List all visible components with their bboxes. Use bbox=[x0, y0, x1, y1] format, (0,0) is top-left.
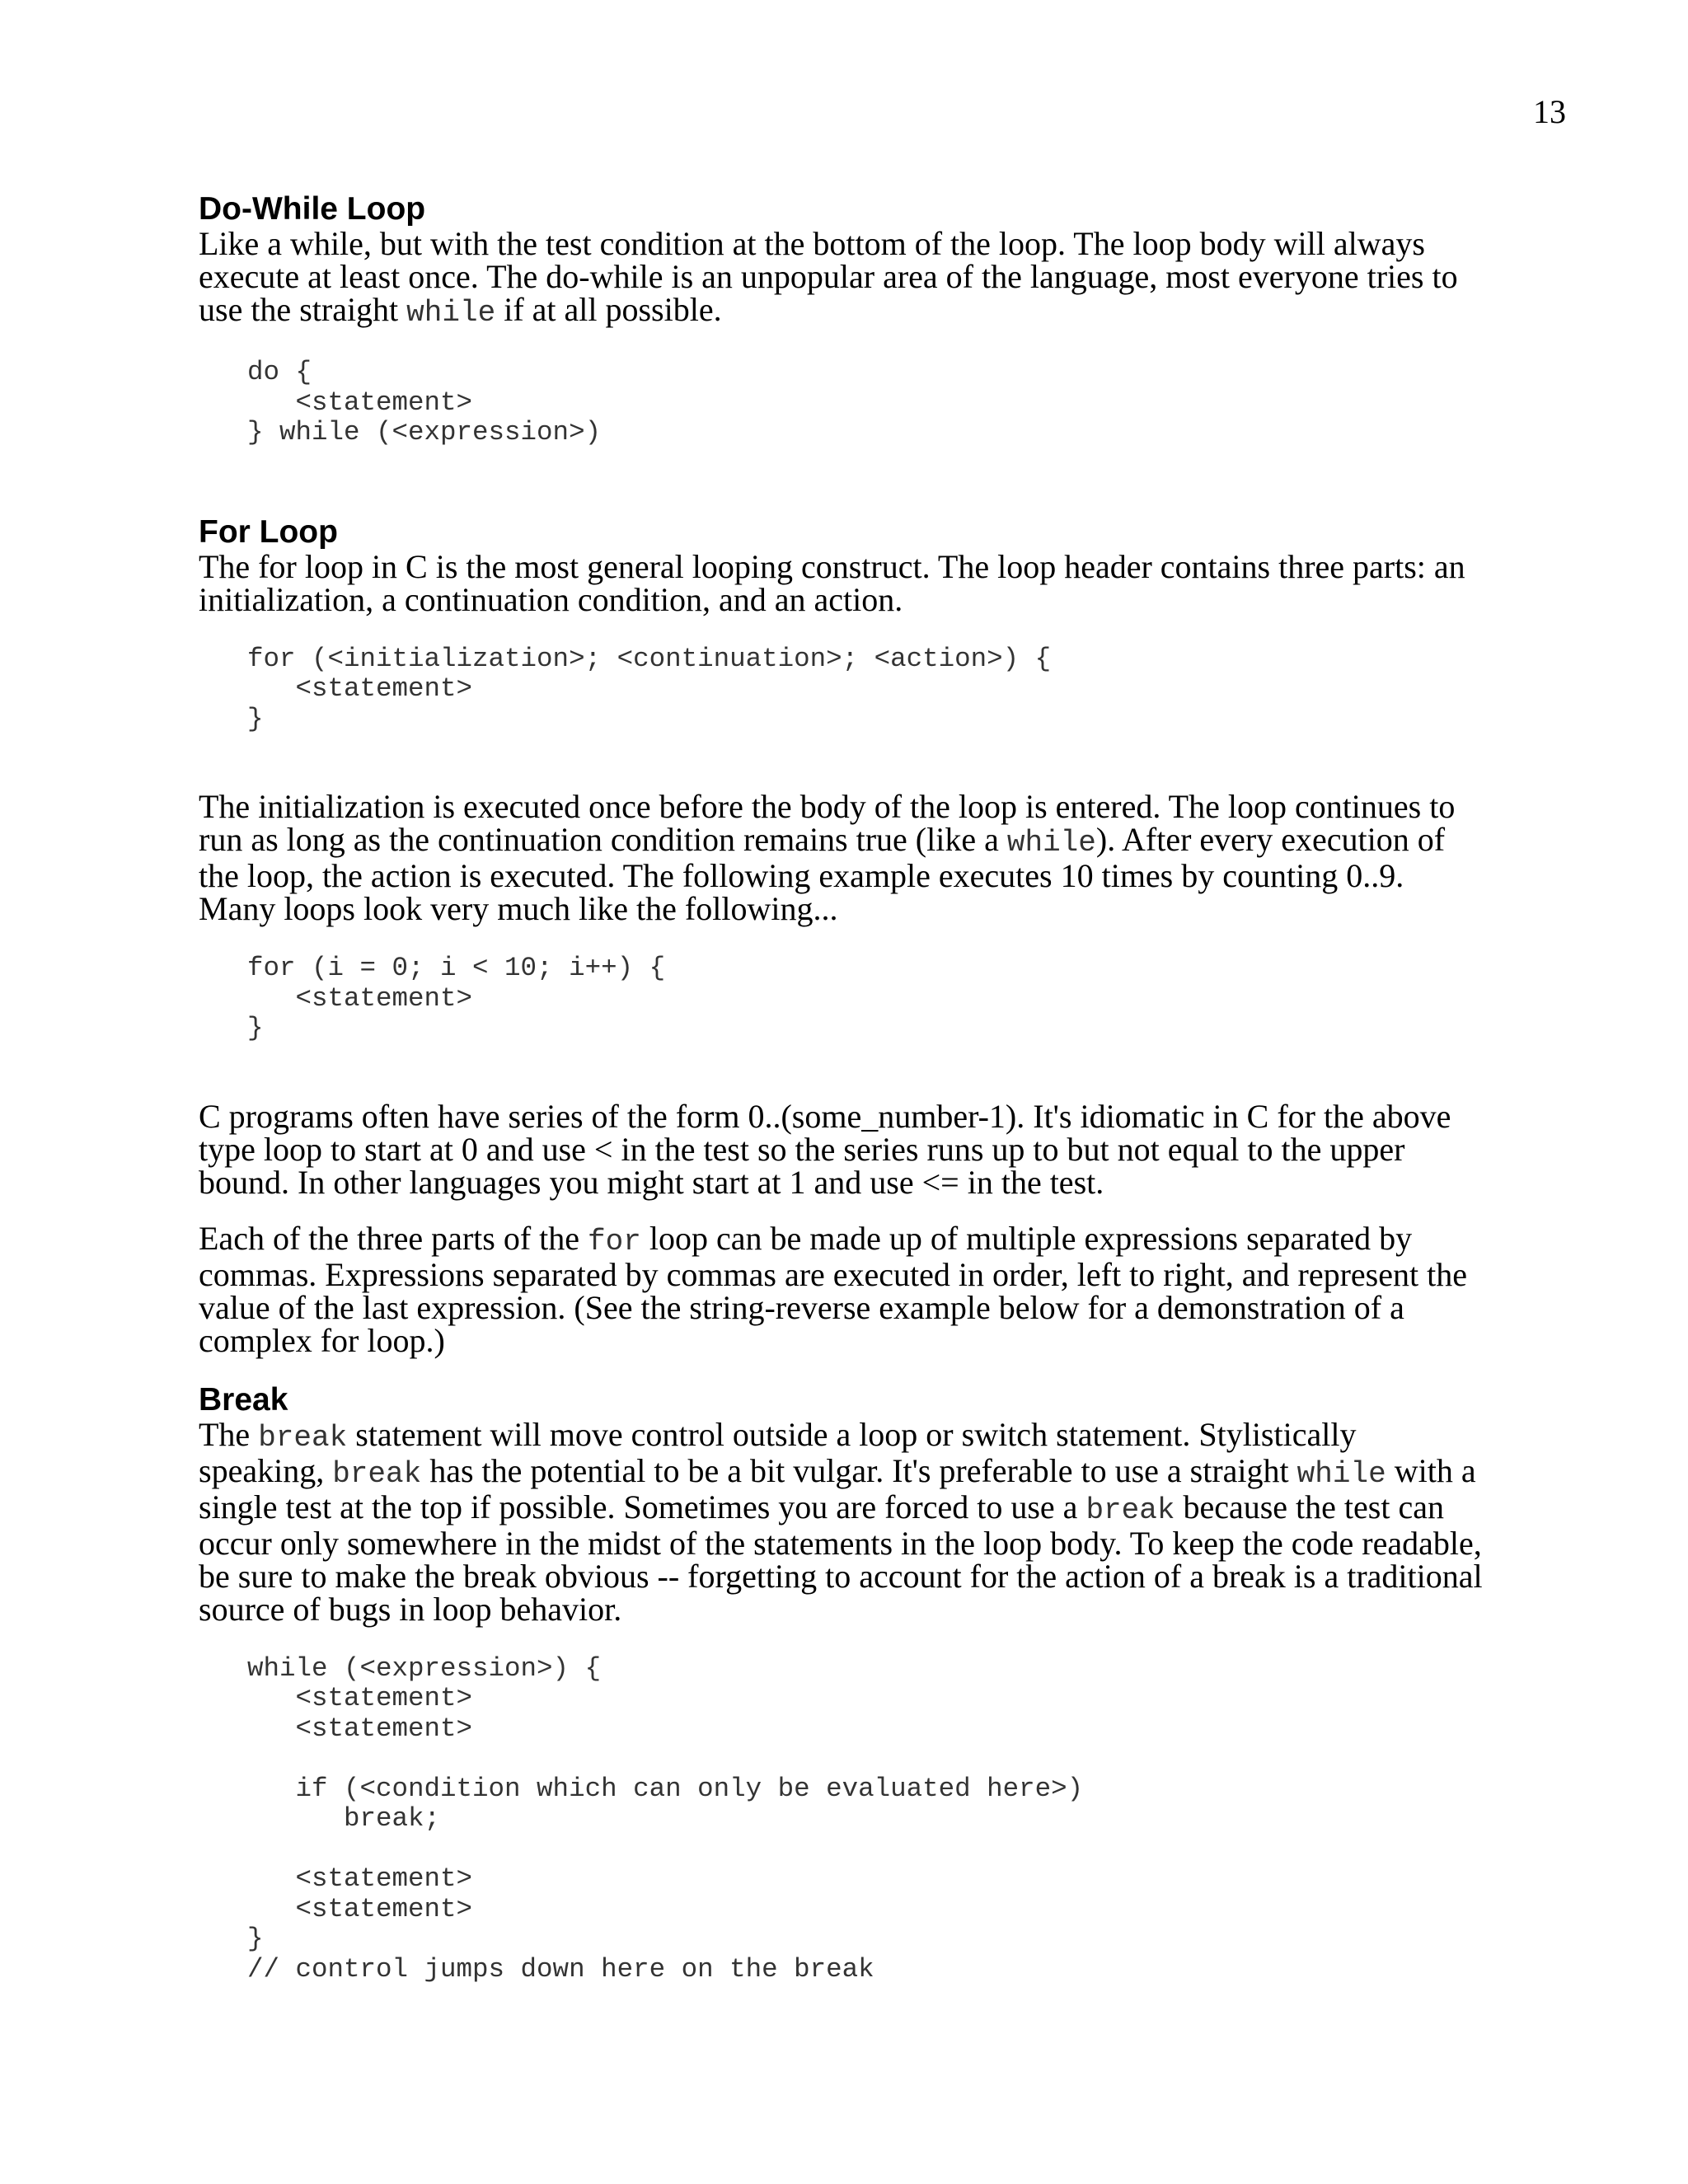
for-loop-idiom-paragraph: C programs often have series of the form 0..(some_number-1). It's idiomatic in C for the above type loop to start at 0 and use < in the test so the series runs up to but not equal to the upper bound. In other languages you might start at 1 and use <= in the test. bbox=[199, 1097, 1451, 1201]
inline-code-while: while bbox=[406, 296, 496, 330]
page-content bbox=[199, 191, 1484, 1985]
inline-code-break: break bbox=[258, 1420, 348, 1455]
inline-code-break: break bbox=[1085, 1493, 1175, 1527]
inline-code-while: while bbox=[1006, 826, 1096, 860]
for-loop-example-code-block: for (i = 0; i < 10; i++) { <statement> } bbox=[247, 953, 666, 1043]
do-while-text-b: if at all possible. bbox=[495, 291, 722, 328]
break-text-c: has the potential to be a bit vulgar. It's preferable to use a straight bbox=[421, 1451, 1297, 1489]
break-text-e: because the test can occur only somewhere in the midst of the statements in the loop body. To keep the code readable, be sure to make the break obvious -- forgetting to account for the action of a break is a traditional source of bugs in loop behavior. bbox=[199, 1488, 1483, 1628]
break-heading: Break bbox=[199, 1381, 288, 1418]
for-loop-text-a: The initialization is executed once before the body of the loop is entered. The loop continues to run as long as the continuation condition remains true (like a bbox=[199, 788, 1456, 858]
for-loop-heading: For Loop bbox=[199, 513, 338, 550]
for-loop-intro-paragraph: The for loop in C is the most general looping construct. The loop header contains three parts: an initialization, a continuation condition, and an action. bbox=[199, 547, 1465, 618]
for-loop-multi-text-a: Each of the three parts of the bbox=[199, 1219, 588, 1257]
break-text-a: The bbox=[199, 1415, 259, 1453]
break-text-d: with a single test at the top if possible. Sometimes you are forced to use a bbox=[199, 1451, 1476, 1526]
inline-code-for: for bbox=[588, 1224, 641, 1258]
do-while-paragraph bbox=[199, 227, 1484, 330]
inline-code-break: break bbox=[332, 1456, 422, 1491]
for-loop-multiple-expressions-paragraph bbox=[199, 1219, 1484, 1359]
do-while-text-a: Like a while, but with the test condition at the bottom of the loop. The loop body will always execute at least once. The do-while is an unpopular area of the language, most everyone tries to use the straight bbox=[199, 225, 1458, 328]
for-loop-syntax-code-block: for (<initialization>; <continuation>; <action>) { <statement> } bbox=[247, 643, 1052, 734]
for-loop-multi-text-b: loop can be made up of multiple expressions separated by commas. Expressions separated by commas are executed in order, left to right, and represent the value of the last expression. (See the string-reverse example below for a demonstration of a complex for loop.) bbox=[199, 1219, 1467, 1359]
page-number: 13 bbox=[1533, 93, 1566, 130]
break-text-b: statement will move control outside a loop or switch statement. Stylistically speaking, bbox=[199, 1415, 1357, 1489]
for-loop-explanation-paragraph bbox=[199, 790, 1484, 926]
break-paragraph bbox=[199, 1415, 1484, 1628]
break-code-block: while (<expression>) { <statement> <statement> if (<condition which can only be evaluated here>) break; <statement> <statement> } // control jumps down here on the break bbox=[247, 1652, 1084, 1985]
do-while-code-block: do { <statement> } while (<expression>) bbox=[247, 357, 602, 448]
inline-code-while: while bbox=[1296, 1456, 1386, 1491]
for-loop-text-b: ). After every execution of the loop, the action is executed. The following example executes 10 times by counting 0..9. Many loops look very much like the following... bbox=[199, 821, 1446, 927]
do-while-heading: Do-While Loop bbox=[199, 191, 426, 227]
